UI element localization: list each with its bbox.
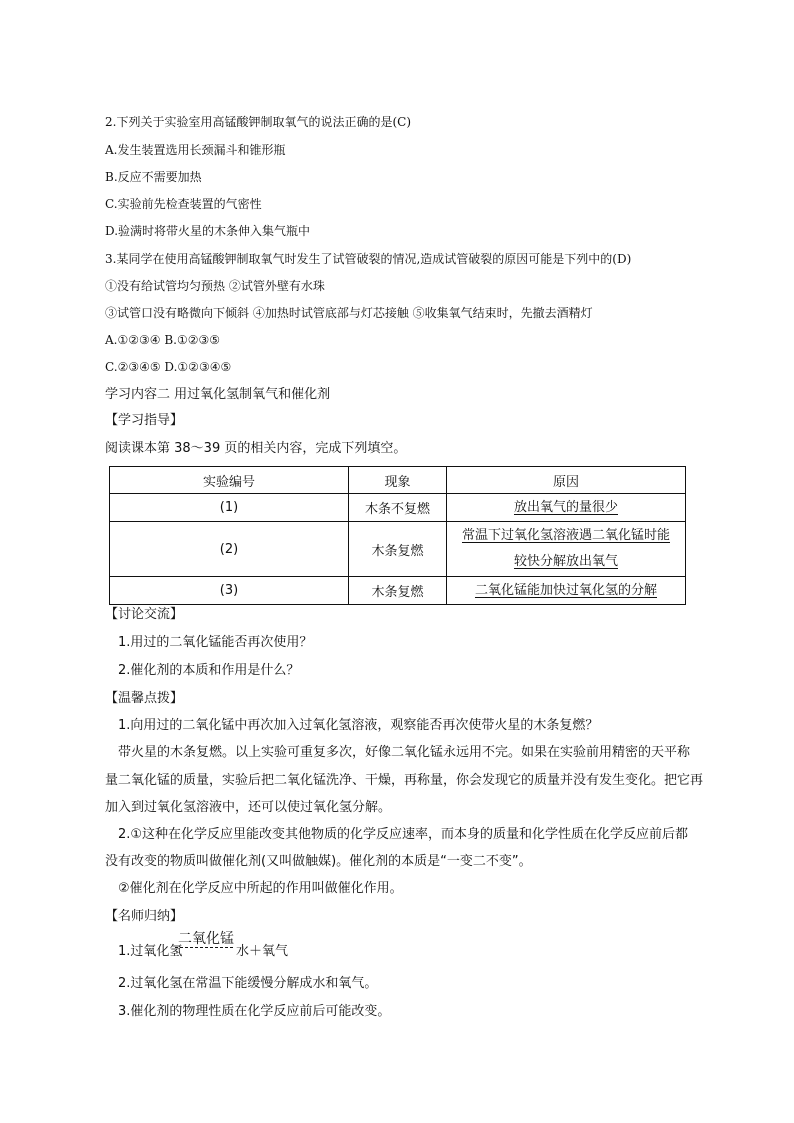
reason-text-line1: 常温下过氧化氢溶液遇二氧化锰时能: [461, 528, 670, 543]
tips-paragraph-2-line3: 加入到过氧化氢溶液中，还可以使过氧化氢分解。: [105, 800, 392, 815]
q3-options-cd: C.②③④⑤ D.①②③④⑤: [105, 360, 232, 374]
q2-option-c: C.实验前先检查装置的气密性: [105, 197, 262, 211]
summary-heading: 【名师归纳】: [105, 909, 184, 924]
table-header-row: [110, 467, 686, 494]
formula-catalyst: 二氧化锰: [178, 931, 234, 947]
reason-text-line2: 较快分解放出氧气: [513, 554, 618, 569]
q2-stem: 2.下列关于实验室用高锰酸钾制取氧气的说法正确的是(C): [105, 115, 411, 129]
experiment-table: [109, 466, 686, 605]
formula-arrow: [175, 947, 233, 948]
table-header: 实验编号: [110, 467, 349, 494]
summary-point-2: 2.过氧化氢在常温下能缓慢分解成水和氧气。: [118, 976, 378, 991]
table-row: [110, 522, 686, 577]
formula-products: 水＋氧气: [236, 944, 289, 959]
formula-reactant: 1.过氧化氢: [118, 944, 183, 959]
discussion-heading: 【讨论交流】: [105, 607, 184, 622]
table-row: [110, 577, 686, 605]
reason-text: 二氧化锰能加快过氧化氢的分解: [474, 582, 657, 598]
q3-options-ab: A.①②③④ B.①②③⑤: [105, 333, 220, 347]
table-header: 原因: [447, 467, 686, 494]
q2-option-d: D.验满时将带火星的木条伸入集气瓶中: [105, 224, 311, 238]
discussion-question-1: 1.用过的二氧化锰能否再次使用？: [118, 635, 313, 650]
table-header: 现象: [349, 467, 447, 494]
table-cell-id: (3): [110, 577, 349, 605]
guide-text: 阅读课本第 38～39 页的相关内容，完成下列填空。: [105, 441, 407, 456]
table-cell-reason: [447, 522, 686, 577]
q2-option-a: A.发生装置选用长颈漏斗和锥形瓶: [105, 143, 286, 157]
tips-paragraph-3-line1: 2.①这种在化学反应里能改变其他物质的化学反应速率，而本身的质量和化学性质在化学反应前后都: [118, 827, 689, 842]
tips-paragraph-1: 1.向用过的二氧化锰中再次加入过氧化氢溶液，观察能否再次使带火星的木条复燃？: [118, 718, 599, 733]
table-cell-reason: [447, 577, 686, 605]
q3-stem: 3.某同学在使用高锰酸钾制取氧气时发生了试管破裂的情况,造成试管破裂的原因可能是下列中的(D): [105, 252, 632, 266]
q3-reasons-line1: ①没有给试管均匀预热 ②试管外壁有水珠: [105, 279, 325, 293]
table-cell-phenomenon: 木条复燃: [349, 522, 447, 577]
reaction-formula: [118, 928, 318, 964]
table-row: [110, 494, 686, 522]
section-title: 学习内容二 用过氧化氢制氧气和催化剂: [105, 387, 331, 402]
tips-paragraph-2-line2: 量二氧化锰的质量，实验后把二氧化锰洗净、干燥，再称量，你会发现它的质量并没有发生变化。把它再: [105, 773, 704, 788]
tips-paragraph-2-line1: 带火星的木条复燃。以上实验可重复多次，好像二氧化锰永远用不完。如果在实验前用精密的天平称: [118, 745, 691, 760]
q3-reasons-line2: ③试管口没有略微向下倾斜 ④加热时试管底部与灯芯接触 ⑤收集氧气结束时，先撤去酒精灯: [105, 306, 593, 320]
table-cell-id: (2): [110, 522, 349, 577]
table-cell-phenomenon: 木条不复燃: [349, 494, 447, 522]
table-cell-phenomenon: 木条复燃: [349, 577, 447, 605]
table-cell-id: (1): [110, 494, 349, 522]
summary-point-3: 3.催化剂的物理性质在化学反应前后可能改变。: [118, 1004, 391, 1019]
tips-paragraph-4: ②催化剂在化学反应中所起的作用叫做催化作用。: [118, 881, 403, 896]
discussion-question-2: 2.催化剂的本质和作用是什么？: [118, 663, 300, 678]
reason-text: 放出氧气的量很少: [513, 499, 618, 515]
tips-paragraph-3-line2: 没有改变的物质叫做催化剂(又叫做触媒)。催化剂的本质是“一变二不变”。: [105, 854, 532, 869]
q2-option-b: B.反应不需要加热: [105, 170, 202, 184]
table-cell-reason: [447, 494, 686, 522]
tips-heading: 【温馨点拨】: [105, 691, 184, 706]
guide-heading: 【学习指导】: [105, 413, 184, 428]
